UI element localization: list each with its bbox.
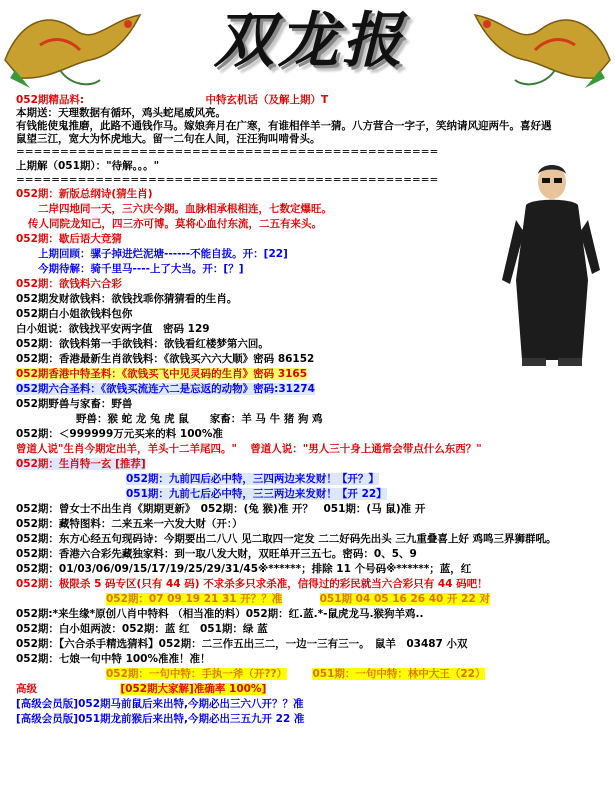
last-issue-answer: 上期解（051期）："待解。。。" [16,160,160,172]
xiehouyu-current-label: 今期待解： [38,263,91,275]
zodiac-special-051-text: 051期：九前七后必中特，三三两边来发财！【开 22】 [126,488,387,500]
kill-numbers-052: 052期：07 09 19 21 31 开？？准 [106,593,283,605]
featured-label: 052期精品料: [16,94,85,106]
advanced-header [16,682,606,697]
section-outline-poem: 052期：新版总纲诗(猜生肖) [16,188,153,200]
line-issue-gift: 本期送：天理数据有循环，鸡头蛇尾威风亮。 [16,107,226,119]
xiehouyu-review-text: 骡子掉进烂泥塘------不能自拔。开：[22] [90,248,288,260]
kill-numbers-051: 051期 04 05 16 26 40 开 22 对 [319,593,490,605]
laishengyuan: 052期:*来生缘*原创八肖中特料 （相当准的料）052期：红.蓝.*-鼠虎龙马.猴狗羊鸡.. [16,608,424,620]
outline-poem-line-2: 传人同院龙知己，四三亦可博。莫将心血付东流，二五有来头。 [28,218,322,230]
extreme-kill: 052期：极限杀 5 码专区(只有 44 码) 不求杀多只求杀准，信得过的彩民就当六合彩只有 44 码吧！ [16,578,488,590]
zodiac-special-051 [16,487,606,502]
separator-1: ================================================ [16,146,439,158]
yuqian-liuhe-holy [16,382,606,397]
advanced-member-052: [高级会员版]052期马前鼠后来出特,今期必出三六八开？？准 [16,698,304,710]
content [16,94,606,727]
baixiaojie-waves: 052期：白小姐两波：052期：蓝 红 051期：绿 蓝 [16,623,268,635]
zeng-daoren-line [16,442,606,457]
yuqian-first-hand: 052期：欲钱料第一手欲钱料：欲钱看红楼梦第六回。 [16,338,269,350]
line-featured [16,94,606,107]
hidden-chart: 052期：藏特图料：二来五来一六发大财（开：） [16,518,243,530]
dragon-left-icon [0,0,150,92]
advanced-label: 高级 [16,683,37,695]
section-zodiac-special [16,457,606,472]
xiehouyu-review-label: 上期回顾： [38,248,91,260]
kill-numbers [16,592,606,607]
wild-domestic-list: 野兽：猴 蛇 龙 兔 虎 鼠 家畜：羊 马 牛 猪 狗 鸡 [76,413,323,425]
advanced-member-051: [高级会员版]051期龙前猴后来出特,今期必出三五九开 22 准 [16,713,305,725]
eastern-heart-sutra: 052期：东方心经五句现码诗：今期要出二八八 见二取四一定发 二二好码先出头 三九重叠喜上好 鸡鸣三界狮群吼。 [16,533,557,545]
dragon-right-icon [455,0,615,92]
page-title: 双龙报 [214,6,406,76]
liuhe-killer: 052期：【六合杀手精选猜料】052期：二三作五出三二，一边一三有三一。 鼠羊 03487 小双 [16,638,468,650]
section-wild-domestic: 052期野兽与家畜：野兽 [16,398,133,410]
section-yuqian: 052期：欲钱料六合彩 [16,278,122,290]
zodiac-special-label: 052期：生肖特一玄 [推荐] [16,458,146,470]
hk-exclusive: 052期：香港六合彩先藏独家料：到一取八发大财，双旺单开三五七。密码：0、5、9 [16,548,417,560]
qiniang: 052期：七娘一句中特 100%准准！准！ [16,653,211,665]
advanced-solve: [052期大家解]准确率 100%] [120,683,267,695]
yuqian-hk-holy-text: 052期香港中特圣料：《欲钱买飞中见灵码的生肖》密码 3165 [16,368,308,380]
yuqian-fortune: 052期发财欲钱料：欲钱找乖你猜猜看的生肖。 [16,293,238,305]
one-phrase-052: 052期：一句中特：手执一斧（开??） [106,668,288,680]
section-xiehouyu: 052期：歇后语大竞猜 [16,233,122,245]
header [0,0,615,94]
separator-2: ================================================ [16,174,439,186]
riddle-heading: 中特玄机话（及解上期）T [205,94,329,106]
xiehouyu-current-text: 骑千里马----上了大当。开：[？] [90,263,244,275]
xiehouyu-review [16,247,606,262]
yuqian-hk-holy [16,367,606,382]
zodiac-special-052 [16,472,606,487]
yuqian-baixiaojie: 052期白小姐欲钱料包你 [16,308,133,320]
yuqian-hk-latest: 052期：香港最新生肖欲钱料：《欲钱买六六大顺》密码 86152 [16,353,315,365]
xiehouyu-current [16,262,606,277]
one-phrase [16,667,606,682]
zeng-daoren-2: 曾道人说："男人三十身上通常会带点什么东西？" [250,443,482,455]
yuqian-liuhe-holy-text: 052期六合圣料：《欲钱买流连六二是忘返的动物》密码:31274 [16,383,315,395]
outline-poem-line-1: 二岸四地同一天，三六庆今期。血脉相承根相连，七数定爆旺。 [38,203,332,215]
zodiac-special-052-text: 052期：九前四后必中特，三四两边来发财！【开？】 [126,473,379,485]
yuqian-baixiaojie-says: 白小姐说：欲钱找平安两字值 密码 129 [16,323,210,335]
one-phrase-051: 051期：一句中特：林中大王（22） [312,668,486,680]
ms-zeng: 052期：曾女士不出生肖《期期更新》 052期：(兔 猴)准 开？ 051期：(马 鼠)准 开 [16,503,426,515]
bought-tip: 052期：＜999999万元买来的料 100%准 [16,428,223,440]
zeng-daoren-1: 曾道人说"生肖今期定出羊，羊头十二羊尾四。" [16,443,237,455]
number-list: 052期：01/03/06/09/15/17/19/25/29/31/45※******；排除 11 个号码※******；蓝，红 [16,563,472,575]
riddle-poem: 有钱能使鬼推磨，此路不通钱作马。嫁娘奔月在广寒，有谁相伴羊一猜。八方营合一字子，笑纳请风迎两牛。喜好遇鼠望三江，宽大为怀虎地大。留一二句在人间，汪汪狗叫啃骨头。 [16,120,552,145]
